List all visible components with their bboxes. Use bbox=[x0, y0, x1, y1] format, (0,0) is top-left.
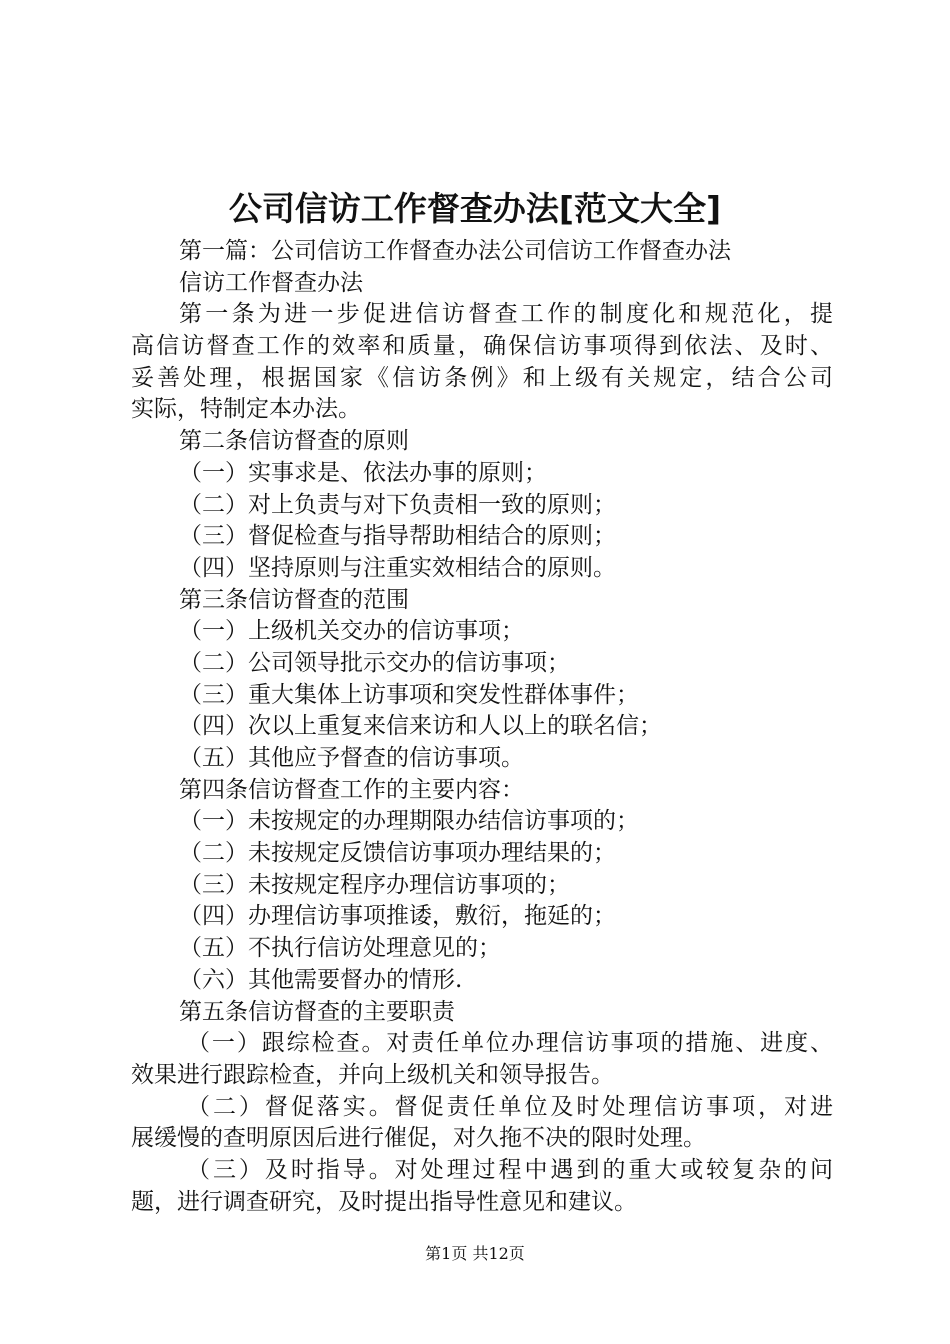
text-line: （六）其他需要督办的情形. bbox=[179, 966, 463, 993]
text-line: 第一篇：公司信访工作督查办法公司信访工作督查办法 bbox=[179, 238, 731, 264]
text-line: 第五条信访督查的主要职责 bbox=[179, 998, 455, 1025]
text-line: （五）不执行信访处理意见的； bbox=[179, 935, 501, 962]
text-line: 展缓慢的查明原因后进行催促，对久拖不决的限时处理。 bbox=[131, 1125, 706, 1152]
text-line: （五）其他应予督查的信访事项。 bbox=[179, 745, 524, 771]
text-line: （一）上级机关交办的信访事项； bbox=[179, 618, 524, 645]
document-title: 公司信访工作督查办法[范文大全] bbox=[228, 189, 722, 228]
text-line: 信访工作督查办法 bbox=[179, 269, 363, 296]
text-line: （一）实事求是、依法办事的原则； bbox=[179, 459, 547, 486]
text-line: （一）未按规定的办理期限办结信访事项的； bbox=[179, 808, 639, 835]
text-line: 第三条信访督查的范围 bbox=[179, 586, 409, 613]
text-line: （一）跟综检查。对责任单位办理信访事项的措施、进度、 bbox=[187, 1030, 833, 1057]
text-line: （四）坚持原则与注重实效相结合的原则。 bbox=[179, 554, 616, 581]
text-line: （四）次以上重复来信来访和人以上的联名信； bbox=[179, 713, 662, 740]
page-footer: 第1页 共12页 bbox=[425, 1244, 525, 1263]
text-line: （二）对上负责与对下负责相一致的原则； bbox=[179, 491, 616, 518]
text-line: 题，进行调查研究，及时提出指导性意见和建议。 bbox=[131, 1188, 637, 1215]
text-line: （二）公司领导批示交办的信访事项； bbox=[179, 649, 570, 676]
text-line: （三）重大集体上访事项和突发性群体事件； bbox=[179, 681, 639, 708]
text-line: （四）办理信访事项推诿，敷衍，拖延的； bbox=[179, 903, 616, 930]
text-line: 第一条为进一步促进信访督查工作的制度化和规范化，提 bbox=[179, 301, 833, 328]
text-line: 第二条信访督查的原则 bbox=[179, 428, 409, 455]
document-body bbox=[131, 236, 833, 1218]
text-line: （二）督促落实。督促责任单位及时处理信访事项，对进 bbox=[187, 1093, 833, 1120]
text-line: 第四条信访督查工作的主要内容： bbox=[179, 776, 524, 803]
text-line: 效果进行跟踪检查，并向上级机关和领导报告。 bbox=[131, 1061, 614, 1088]
text-line: （三）未按规定程序办理信访事项的； bbox=[179, 871, 570, 898]
text-line: 高信访督查工作的效率和质量，确保信访事项得到依法、及时、 bbox=[131, 333, 833, 360]
text-line: 妥善处理，根据国家《信访条例》和上级有关规定，结合公司 bbox=[131, 364, 833, 391]
text-line: （二）未按规定反馈信访事项办理结果的； bbox=[179, 840, 616, 867]
text-line: 实际，特制定本办法。 bbox=[131, 396, 361, 423]
text-line: （三）督促检查与指导帮助相结合的原则； bbox=[179, 523, 616, 550]
text-line: （三）及时指导。对处理过程中遇到的重大或较复杂的问 bbox=[187, 1156, 833, 1183]
